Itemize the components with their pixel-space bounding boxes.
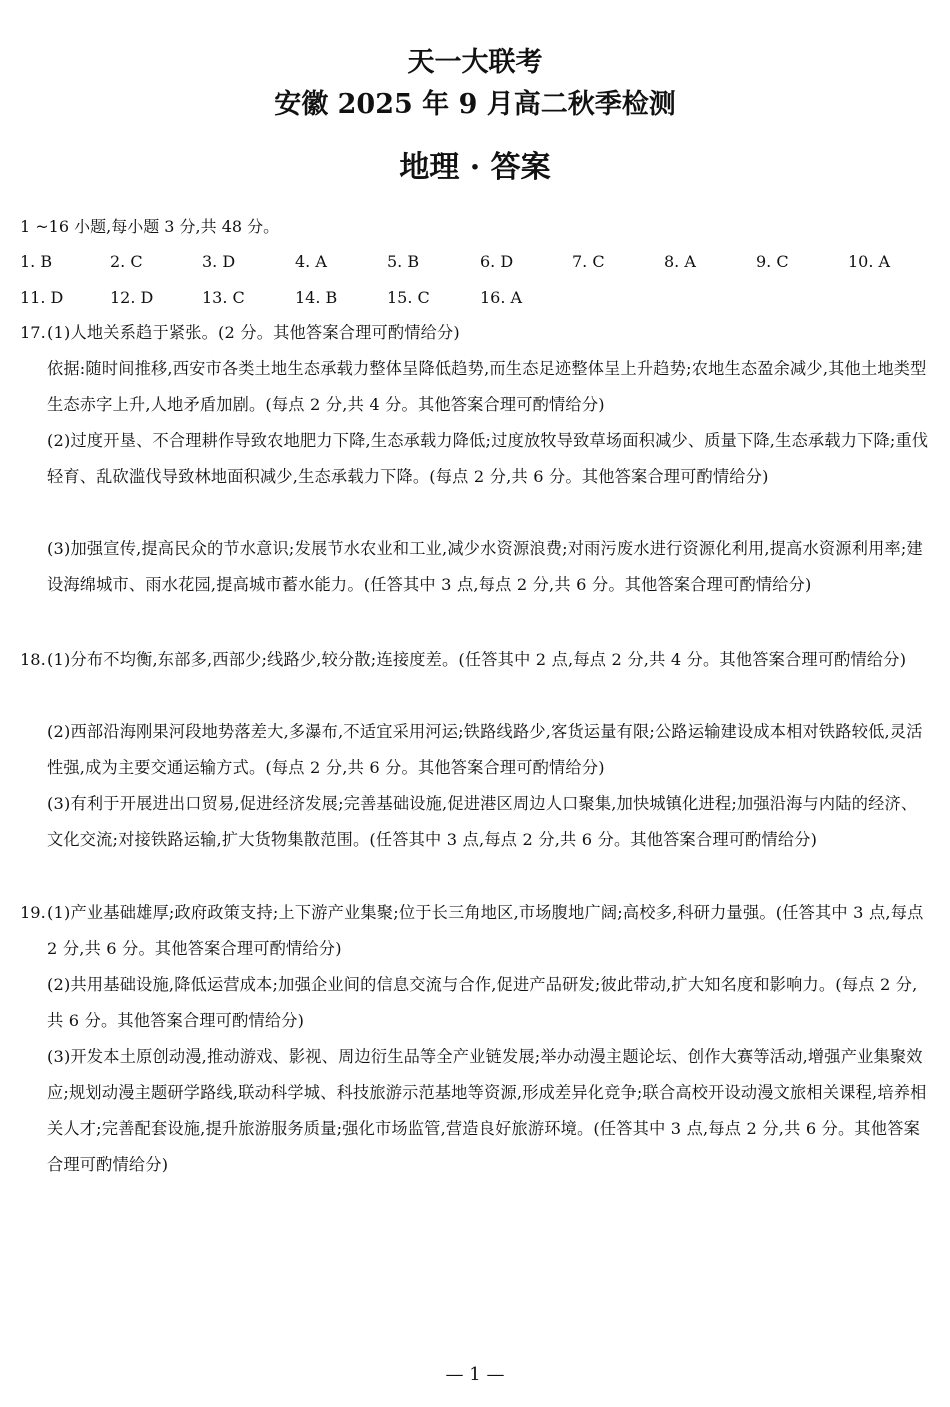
question-17-part-2: (2)过度开垦、不合理耕作导致农地肥力下降,生态承载力降低;过度放牧导致草场面积减少、质量下降,生态承载力下降;重伐轻育、乱砍滥伐导致林地面积减少,生态承载力下降。(每点 2 分,共 6 分。其他答案合理可酌情给分) [47,431,929,486]
question-19-number: 19. [20,903,46,922]
question-19-part-2: (2)共用基础设施,降低运营成本;加强企业间的信息交流与合作,促进产品研发;彼此带动,扩大知名度和影响力。(每点 2 分,共 6 分。其他答案合理可酌情给分) [47,975,918,1030]
mc-answer: 13. C [202,288,245,307]
question-18-part-2: (2)西部沿海刚果河段地势落差大,多瀑布,不适宜采用河运;铁路线路少,客货运量有限;公路运输建设成本相对铁路较低,灵活性强,成为主要交通运输方式。(每点 2 分,共 6 分。其他答案合理可酌情给分) [47,722,923,777]
mc-answer: 8. A [664,252,696,271]
question-17-number: 17. [20,323,46,342]
mc-answer: 4. A [295,252,327,271]
question-19-part-1: (1)产业基础雄厚;政府政策支持;上下游产业集聚;位于长三角地区,市场腹地广阔;高校多,科研力量强。(任答其中 3 点,每点 2 分,共 6 分。其他答案合理可酌情给分) [47,903,924,958]
mc-answer: 15. C [387,288,430,307]
mc-answer: 6. D [480,252,514,271]
mc-answer: 7. C [572,252,605,271]
mc-answer: 1. B [20,252,53,271]
mc-answer: 14. B [295,288,338,307]
question-17-basis: 依据:随时间推移,西安市各类土地生态承载力整体呈降低趋势,而生态足迹整体呈上升趋势;农地生态盈余减少,其他土地类型生态赤字上升,人地矛盾加剧。(每点 2 分,共 4 分。其他答案合理可酌情给分) [47,359,927,414]
mc-answer: 3. D [202,252,236,271]
mc-answer: 9. C [756,252,789,271]
mc-answer: 16. A [480,288,523,307]
exam-title: 安徽 2025 年 9 月高二秋季检测 [274,89,676,120]
mc-answer: 12. D [110,288,154,307]
question-18-part-3: (3)有利于开展进出口贸易,促进经济发展;完善基础设施,促进港区周边人口聚集,加快城镇化进程;加强沿海与内陆的经济、文化交流;对接铁路运输,扩大货物集散范围。(任答其中 3 点,每点 2 分,共 6 分。其他答案合理可酌情给分) [47,794,918,849]
exam-organizer: 天一大联考 [407,47,543,78]
page-number: — 1 — [445,1364,505,1385]
question-18-part-1: (1)分布不均衡,东部多,西部少;线路少,较分散;连接度差。(任答其中 2 点,每点 2 分,共 4 分。其他答案合理可酌情给分) [47,650,907,669]
page-title: 地理 · 答案 [399,150,551,185]
question-19-part-3: (3)开发本土原创动漫,推动游戏、影视、周边衍生品等全产业链发展;举办动漫主题论坛、创作大赛等活动,增强产业集聚效应;规划动漫主题研学路线,联动科学城、科技旅游示范基地等资源,形成差异化竞争;联合高校开设动漫文旅相关课程,培养相关人才;完善配套设施,提升旅游服务质量;强化市场监管,营造良好旅游环境。(任答其中 3 点,每点 2 分,共 6 分。其他答案合理可酌情给分) [47,1047,927,1174]
mc-answer: 11. D [20,288,64,307]
mc-answer: 2. C [110,252,143,271]
question-17-part-3: (3)加强宣传,提高民众的节水意识;发展节水农业和工业,减少水资源浪费;对雨污废水进行资源化利用,提高水资源利用率;建设海绵城市、雨水花园,提高城市蓄水能力。(任答其中 3 点,每点 2 分,共 6 分。其他答案合理可酌情给分) [47,539,923,594]
mc-answer: 5. B [387,252,420,271]
mc-intro: 1 ~16 小题,每小题 3 分,共 48 分。 [20,217,280,236]
question-17-part-1: (1)人地关系趋于紧张。(2 分。其他答案合理可酌情给分) [47,323,460,342]
question-18-number: 18. [20,650,46,669]
mc-answer: 10. A [848,252,891,271]
